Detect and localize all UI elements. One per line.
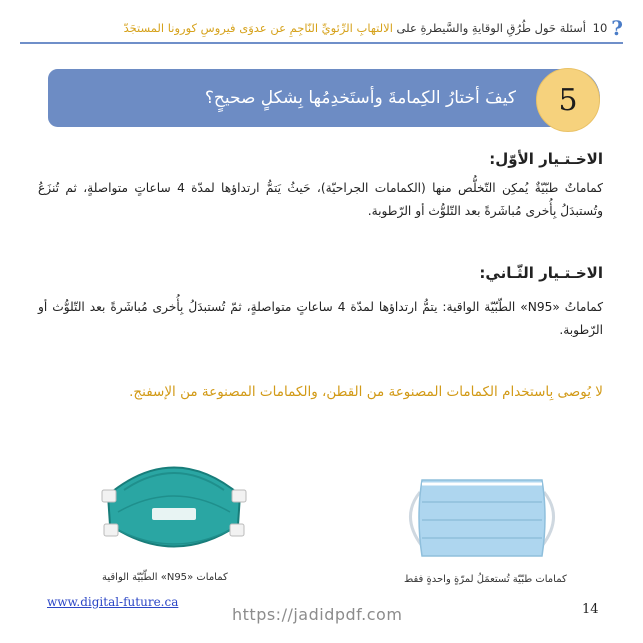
header-title	[124, 21, 608, 35]
section-banner	[48, 69, 600, 127]
page-header	[20, 14, 623, 44]
website-link[interactable]: www.digital-future.ca	[47, 595, 179, 609]
watermark-url: https://jadidpdf.com	[232, 605, 403, 624]
n95-caption: كمامات «N95» الطّبّيّة الواقية	[102, 572, 228, 583]
surgical-caption: كمامات طبّيّة تُستعمَلُ لمرّةٍ واحدةٍ فقط	[404, 574, 567, 585]
header-text-plain: أسئلة حَول طُرُقِ الوقايةِ والسَّيطرةِ على	[396, 21, 586, 35]
option1-text: كماماتٌ طبّيّةٌ يُمكِن التّخلُّص منها (الكمامات الجراحيّة)، حَيثُ يَتمُّ ارتداؤها لمدّة 4 ساعاتٍ متواصلةٍ، ثم تُنزَعُ وتُستبدَلُ بِأُخرى مُباشَرةً بعد التّلوُّث أو الرّطوبة.	[38, 181, 603, 218]
header-number: 10	[592, 21, 608, 35]
page-number: 14	[582, 602, 599, 617]
option2-heading: الاخـتـيار الثّـاني:	[479, 264, 603, 282]
warning-note: لا يُوصى بِاستخدام الكمامات المصنوعة من القطن، والكمامات المصنوعة من الإسفنج.	[129, 384, 603, 400]
option2-text: كماماتُ «N95» الطّبّيّة الواقية: يتمُّ ارتداؤها لمدّة 4 ساعاتٍ متواصلةٍ، ثمّ تُستبدَلُ بِأُخرى مُباشَرةً بعد التّلوُّث أو الرّطوبة.	[38, 300, 604, 337]
option1-heading: الاخـتـيار الأوّل:	[489, 150, 603, 168]
question-mark-icon: ?	[611, 16, 623, 40]
section-number-badge: 5	[536, 68, 600, 132]
n95-mask-image	[88, 450, 260, 570]
header-text-accent: الالتهابِ الرِّئويِّ النّاجِمِ عن عدوَى فيروسِ كورونا المستجَدّ	[123, 21, 393, 35]
surgical-mask-image	[392, 462, 572, 572]
section-title: كيفَ أختارُ الكِمامةَ وأستَخدِمُها بِشكلٍ صحيحٍ؟	[204, 88, 516, 108]
